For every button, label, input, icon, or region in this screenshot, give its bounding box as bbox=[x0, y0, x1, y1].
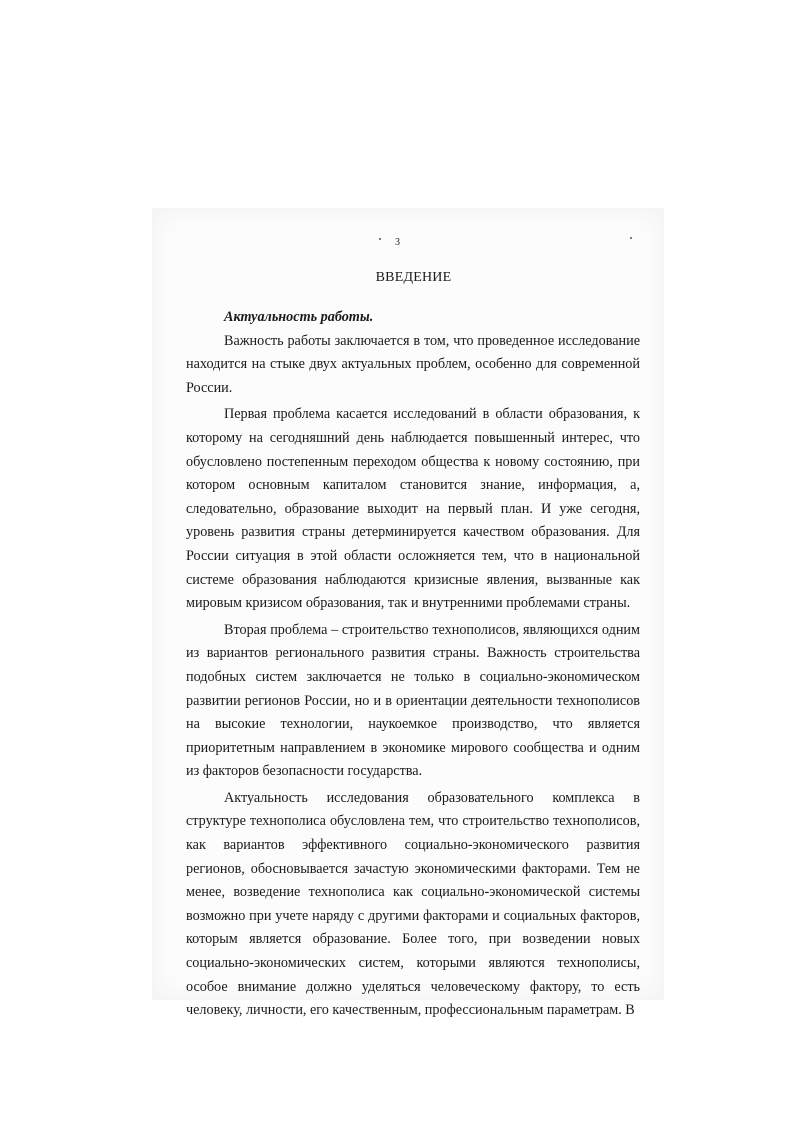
page-title: ВВЕДЕНИЕ bbox=[375, 270, 452, 285]
document-body bbox=[186, 306, 640, 1023]
paragraph: Первая проблема касается исследований в области образования, к которому на сегодняшний день наблюдается повышенный интерес, что обусловлено постепенным переходом общества к новому состоянию, при котором основным капиталом становится знание, информация, а, следовательно, образование выходит на первый план. И уже сегодня, уровень развития страны детерминируется качеством образования. Для России ситуация в этой области осложняется тем, что в национальной системе образования наблюдаются кризисные явления, вызванные как мировым кризисом образования, так и внутренними проблемами страны. bbox=[186, 406, 640, 612]
section-subheading: Актуальность работы. bbox=[224, 309, 374, 325]
paragraph: Актуальность исследования образовательного комплекса в структуре технополиса обусловлена тем, что строительство технополисов, как вариантов эффективного социально-экономического развития регионов, обосновывается зачастую экономическими факторами. Тем не менее, возведение технополиса как социально-экономической системы возможно при учете наряду с другими факторами и социальных факторов, которым является образование. Более того, при возведении новых социально-экономических систем, которыми являются технополисы, особое внимание должно уделяться человеческому фактору, то есть человеку, личности, его качественным, профессиональным параметрам. В bbox=[186, 789, 640, 1019]
paragraph: Важность работы заключается в том, что проведенное исследование находится на стыке двух актуальных проблем, особенно для современной России. bbox=[186, 332, 640, 396]
page-number: 3 bbox=[395, 237, 400, 248]
paragraph: Вторая проблема – строительство технополисов, являющихся одним из вариантов регионального развития страны. Важность строительства подобных систем заключается не только в социально-экономическом развитии регионов России, но и в ориентации деятельности технополисов на высокие технологии, наукоемкое производство, что является приоритетным направлением в экономике мирового сообщества и одним из факторов безопасности государства. bbox=[186, 621, 640, 780]
